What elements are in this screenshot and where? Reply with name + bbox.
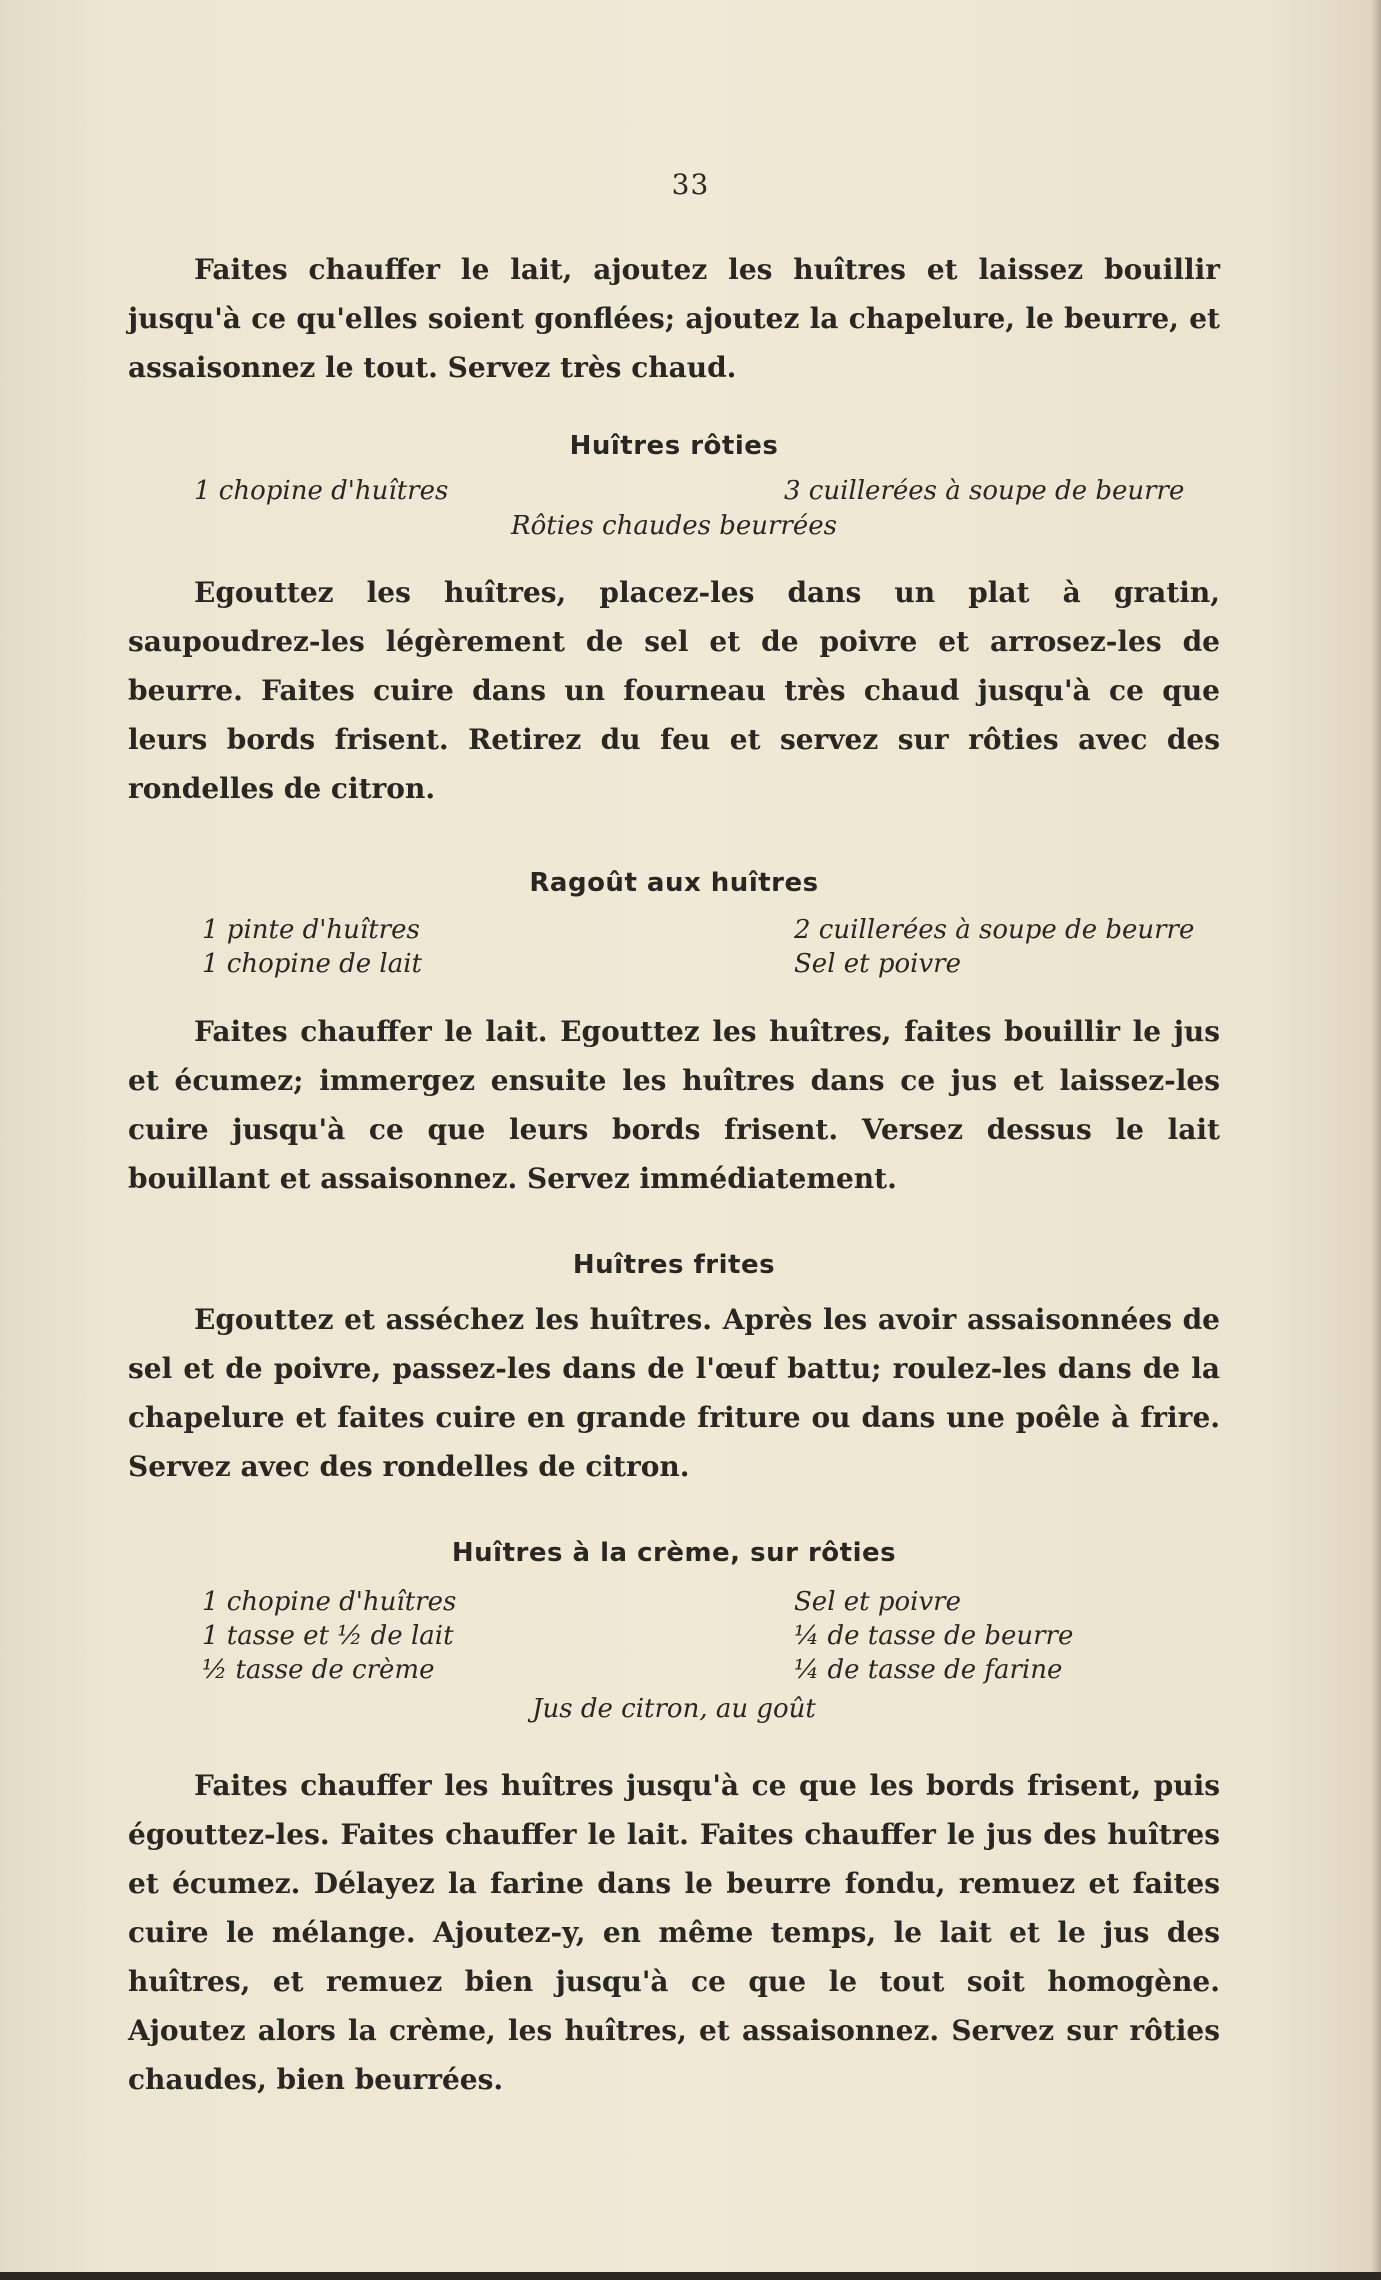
ingredient-center: Rôties chaudes beurrées: [511, 511, 837, 541]
page-number: 33: [671, 168, 710, 201]
recipe-instructions: Faites chauffer le lait. Egouttez les huîtres, faites bouillir le jus et écumez; immergez ensuite les huîtres dans ce jus et laissez-les cuire jusqu'à ce que leurs bords frisent. Versez dessus le lait bouillant et assaisonnez. Servez immédiatement.: [128, 1015, 1220, 1195]
ingredient-item: ¼ de tasse de farine: [794, 1655, 1063, 1685]
ingredient-item: 1 chopine d'huîtres: [202, 1587, 457, 1617]
recipe-huitres-frites: [128, 1245, 1220, 1491]
recipe-ragout-aux-huitres: [128, 863, 1220, 1203]
recipe-instructions: Faites chauffer les huîtres jusqu'à ce que les bords frisent, puis égouttez-les. Faites chauffer le lait. Faites chauffer le jus des huîtres et écumez. Délayez la farine dans le beurre fondu, remuez et faites cuire le mélange. Ajoutez-y, en même temps, le lait et le jus des huîtres, et remuez bien jusqu'à ce que le tout soit homogène. Ajoutez alors la crème, les huîtres, et assaisonnez. Servez sur rôties chaudes, bien beurrées.: [128, 1769, 1220, 2096]
ingredient-item: ½ tasse de crème: [202, 1655, 435, 1685]
recipe-instructions: Egouttez les huîtres, placez-les dans un plat à gratin, saupoudrez-les légèrement de sel et de poivre et arrosez-les de beurre. Faites cuire dans un fourneau très chaud jusqu'à ce que leurs bords frisent. Retirez du feu et servez sur rôties avec des rondelles de citron.: [128, 576, 1220, 805]
recipe-instructions: Egouttez et asséchez les huîtres. Après les avoir assaisonnées de sel et de poivre, passez-les dans de l'œuf battu; roulez-les dans de la chapelure et faites cuire en grande friture ou dans une poêle à frire. Servez avec des rondelles de citron.: [128, 1303, 1220, 1483]
recipe-title: Huîtres à la crème, sur rôties: [451, 1538, 897, 1568]
ingredient-item: 1 chopine d'huîtres: [194, 476, 449, 506]
recipe-huitres-a-la-creme: [128, 1533, 1220, 2104]
recipe-title: Huîtres frites: [572, 1250, 776, 1280]
ingredient-list: [128, 913, 1220, 981]
ingredient-list: [128, 1585, 1220, 1687]
recipe-title: Ragoût aux huîtres: [529, 868, 819, 898]
ingredient-item: 1 chopine de lait: [202, 949, 422, 979]
ingredient-item: Sel et poivre: [794, 949, 961, 979]
ingredient-center: Jus de citron, au goût: [532, 1694, 816, 1724]
ingredient-item: 1 tasse et ½ de lait: [202, 1621, 454, 1651]
ingredient-item: Sel et poivre: [794, 1587, 961, 1617]
recipe-title: Huîtres rôties: [569, 431, 779, 461]
page-content: [128, 245, 1220, 2104]
intro-paragraph: Faites chauffer le lait, ajoutez les huîtres et laissez bouillir jusqu'à ce qu'elles soient gonflées; ajoutez la chapelure, le beurre, et assaisonnez le tout. Servez très chaud.: [128, 253, 1220, 384]
recipe-huitres-roties: [128, 426, 1220, 813]
ingredient-item: ¼ de tasse de beurre: [794, 1621, 1074, 1651]
ingredient-item: 1 pinte d'huîtres: [202, 915, 420, 945]
ingredient-item: 2 cuillerées à soupe de beurre: [794, 915, 1195, 945]
ingredient-item: 3 cuillerées à soupe de beurre: [784, 476, 1185, 506]
ingredient-list: [128, 474, 1220, 508]
page-bottom-edge: [0, 2272, 1381, 2280]
